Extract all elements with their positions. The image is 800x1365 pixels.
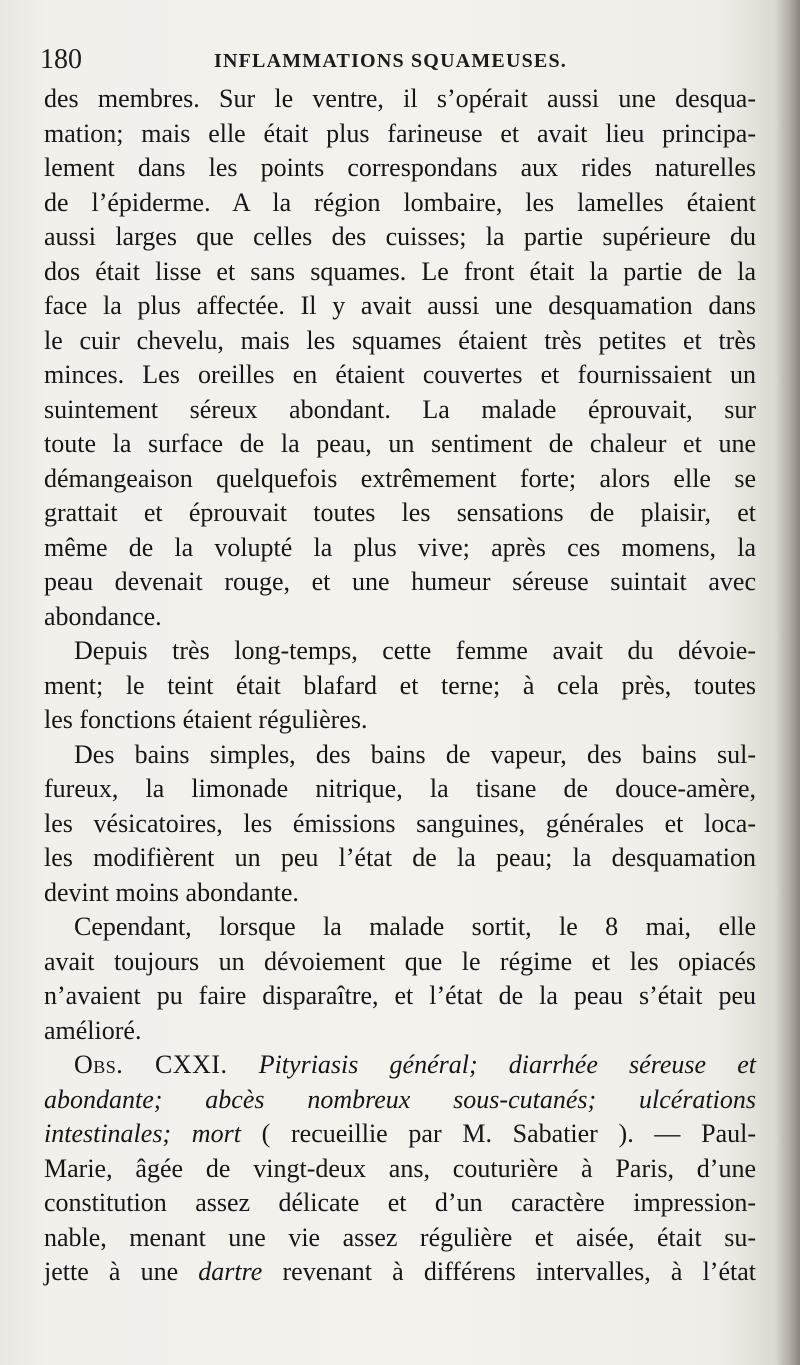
text-line: n’avaient pu faire disparaître, et l’état de la peau s’était peu bbox=[44, 981, 756, 1010]
observation-title-cont: abondante; abcès nombreux sous-cutanés; ulcérations bbox=[44, 1084, 756, 1114]
text-line: Cependant, lorsque la malade sortit, le 8 mai, elle bbox=[74, 912, 756, 941]
text-line: amélioré. bbox=[44, 1015, 142, 1045]
text-line: démangeaison quelquefois extrêmement forte; alors elle se bbox=[44, 463, 756, 493]
text-line: Des bains simples, des bains de vapeur, des bains sul- bbox=[74, 739, 756, 769]
text-line: Marie, âgée de vingt-deux ans, couturière à Paris, d’une bbox=[44, 1153, 756, 1183]
text-line bbox=[44, 1255, 756, 1290]
observation-title: Pityriasis général; diarrhée séreuse et bbox=[258, 1050, 756, 1079]
text-line: les modifièrent un peu l’état de la peau; la desquamation bbox=[44, 843, 756, 872]
text-line: lement dans les points correspondans aux rides naturelles bbox=[44, 153, 756, 182]
text-line: dos était lisse et sans squames. Le front était la partie de la bbox=[44, 256, 756, 286]
running-title: INFLAMMATIONS SQUAMEUSES. bbox=[214, 50, 567, 72]
text-line: fureux, la limonade nitrique, la tisane de douce-amère, bbox=[44, 774, 756, 803]
observation-title-end: intestinales; mort bbox=[44, 1119, 241, 1148]
text-line bbox=[44, 1083, 756, 1118]
paragraph-2 bbox=[44, 634, 756, 738]
text-line: de l’épiderme. A la région lombaire, les lamelles étaient bbox=[44, 187, 756, 217]
text-line: suintement séreux abondant. La malade éprouvait, sur bbox=[44, 394, 756, 424]
text-line: toute la surface de la peau, un sentiment de chaleur et une bbox=[44, 429, 756, 458]
observation-label: Obs. CXXI. bbox=[74, 1050, 228, 1079]
text-line: même de la volupté la plus vive; après ces momens, la bbox=[44, 532, 756, 562]
text-line: aussi larges que celles des cuisses; la partie supérieure du bbox=[44, 222, 756, 251]
text-line: Depuis très long-temps, cette femme avait du dévoie- bbox=[74, 636, 756, 665]
text-run: revenant à différens intervalles, à l’état bbox=[282, 1257, 756, 1286]
text-line: face la plus affectée. Il y avait aussi une desquamation dans bbox=[44, 291, 756, 320]
text-line: ment; le teint était blafard et terne; à cela près, toutes bbox=[44, 670, 756, 700]
body-text bbox=[44, 82, 756, 1290]
text-line: le cuir chevelu, mais les squames étaient très petites et très bbox=[44, 325, 756, 355]
text-line: grattait et éprouvait toutes les sensations de plaisir, et bbox=[44, 498, 756, 527]
text-line: les vésicatoires, les émissions sanguines, générales et loca- bbox=[44, 808, 756, 838]
text-line: abondance. bbox=[44, 601, 162, 631]
paragraph-1 bbox=[44, 82, 756, 634]
text-run: jette à une bbox=[44, 1257, 179, 1286]
text-line bbox=[44, 1117, 756, 1152]
text-line: peau devenait rouge, et une humeur séreuse suintait avec bbox=[44, 567, 756, 596]
text-line: avait toujours un dévoiement que le régime et les opiacés bbox=[44, 946, 756, 976]
italic-term: dartre bbox=[198, 1257, 263, 1286]
text-line: les fonctions étaient régulières. bbox=[44, 705, 368, 734]
text-line: des membres. Sur le ventre, il s’opérait aussi une desqua- bbox=[44, 84, 756, 113]
text-line: constitution assez délicate et d’un caractère impression- bbox=[44, 1188, 756, 1217]
text-line: mation; mais elle était plus farineuse et avait lieu principa- bbox=[44, 118, 756, 148]
page-number: 180 bbox=[40, 44, 82, 75]
text-line: nable, menant une vie assez régulière et aisée, était su- bbox=[44, 1222, 756, 1252]
observation-paragraph bbox=[44, 1048, 756, 1290]
page-header bbox=[40, 44, 752, 80]
paragraph-4 bbox=[44, 910, 756, 1048]
text-line: devint moins abondante. bbox=[44, 877, 299, 907]
text-line bbox=[44, 1048, 756, 1083]
observation-source: ( recueillie par M. Sabatier ). — Paul- bbox=[261, 1119, 756, 1148]
paragraph-3 bbox=[44, 738, 756, 911]
text-line: minces. Les oreilles en étaient couvertes et fournissaient un bbox=[44, 360, 756, 389]
spine-shadow bbox=[774, 0, 800, 1365]
